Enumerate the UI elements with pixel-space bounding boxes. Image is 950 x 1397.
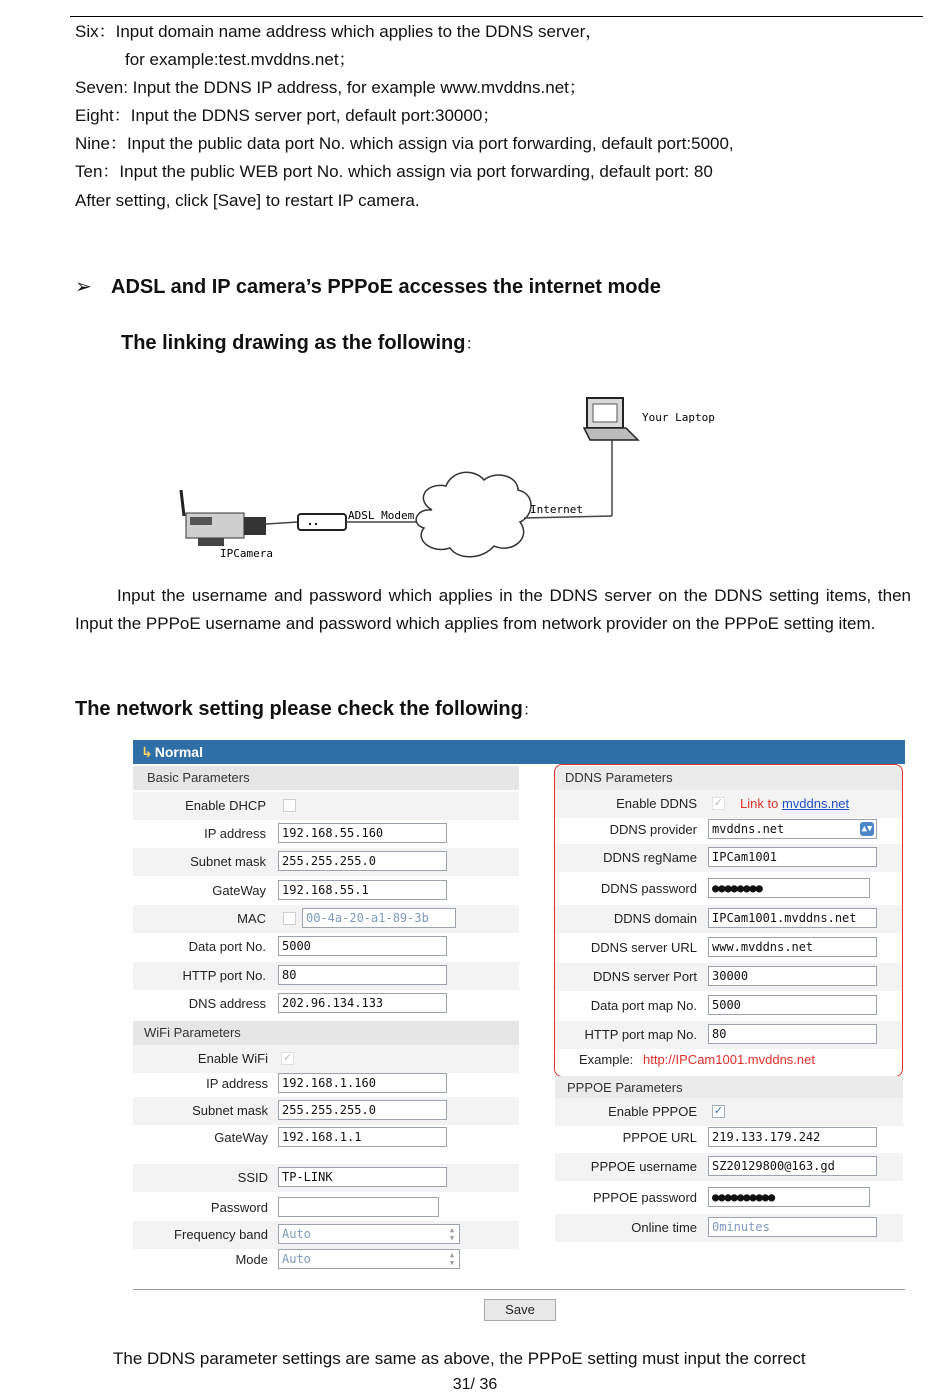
row-http-port-map [555,1021,903,1049]
mvddns-link[interactable]: mvddns.net [781,796,850,811]
link-prefix: Link to [740,796,779,811]
mode-label: Mode [235,1252,268,1267]
frequency-band-value: Auto [282,1227,311,1241]
intro-line-nine: Nine：Input the public data port No. which assign via port forwarding, default port:5000, [75,134,734,153]
ddns-regname-input[interactable]: IPCam1001 [708,847,877,867]
intro-line-seven: Seven: Input the DDNS IP address, for example www.mvddns.net； [75,78,586,97]
mode-select[interactable] [278,1249,460,1269]
ddns-server-url-label: DDNS server URL [590,940,697,955]
intro-line-after: After setting, click [Save] to restart IP camera. [75,191,420,210]
modem-label: ADSL Modem [348,509,415,522]
pppoe-parameters-header: PPPOE Parameters [555,1076,903,1100]
http-port-input[interactable]: 80 [278,965,447,985]
row-subnet-mask [133,848,519,876]
wifi-gateway-input[interactable]: 192.168.1.1 [278,1127,447,1147]
pppoe-username-input[interactable]: SZ20129800@163.gd [708,1156,877,1176]
ssid-label: SSID [237,1170,268,1185]
subnet-mask-input[interactable]: 255.255.255.0 [278,851,447,871]
ddns-domain-input[interactable]: IPCam1001.mvddns.net [708,908,877,928]
ddns-regname-label: DDNS regName [603,850,697,865]
row-ddns-server-port [555,963,903,991]
row-enable-pppoe [555,1098,903,1126]
gateway-input[interactable]: 192.168.55.1 [278,880,447,900]
enable-dhcp-label: Enable DHCP [185,798,266,813]
ddns-password-input[interactable]: ●●●●●●●● [708,878,870,898]
row-wifi-gateway [133,1124,519,1152]
panel-bottom-rule [133,1289,905,1290]
save-button[interactable]: Save [484,1299,556,1321]
adsl-modem-icon [298,514,346,530]
enable-pppoe-checkbox[interactable]: ✓ [713,1105,724,1117]
http-port-map-label: HTTP port map No. [584,1027,697,1042]
ip-address-input[interactable]: 192.168.55.160 [278,823,447,843]
row-mode [133,1246,519,1274]
row-ddns-domain [555,905,903,933]
network-diagram [170,390,730,570]
data-port-input[interactable]: 5000 [278,936,447,956]
row-gateway [133,877,519,905]
laptop-icon [584,398,638,440]
ddns-domain-label: DDNS domain [613,911,697,926]
linking-title: The linking drawing as the following [121,332,466,354]
ddns-server-port-label: DDNS server Port [592,969,697,984]
dns-address-input[interactable]: 202.96.134.133 [278,993,447,1013]
network-title: The network setting please check the following [75,698,523,720]
row-enable-ddns [555,790,903,818]
wifi-password-label: Password [210,1200,268,1215]
row-dns-address [133,990,519,1018]
frequency-band-select[interactable] [278,1224,460,1244]
row-ssid [133,1164,519,1192]
page-number: 31/ 36 [452,1376,498,1393]
pppoe-url-input[interactable]: 219.133.179.242 [708,1127,877,1147]
enable-wifi-label: Enable WiFi [197,1051,268,1066]
ip-address-label: IP address [204,826,266,841]
spinner-arrows-icon: ▲ ▼ [449,1251,455,1267]
basic-parameters-header: Basic Parameters [133,766,519,790]
ddns-link[interactable] [740,790,849,818]
row-enable-wifi [133,1045,519,1073]
row-enable-dhcp [133,792,519,820]
enable-pppoe-label: Enable PPPOE [608,1104,697,1119]
bottom-text: The DDNS parameter settings are same as above, the PPPoE setting must input the correct [113,1349,806,1368]
linking-heading [121,331,481,355]
intro-line-eight: Eight：Input the DDNS server port, default port:30000； [75,106,500,125]
row-pppoe-password [555,1184,903,1212]
internet-label: Internet [530,503,583,516]
panel-header [133,740,905,764]
mac-input[interactable]: 00-4a-20-a1-89-3b [302,908,456,928]
row-wifi-mask [133,1097,519,1125]
dns-address-label: DNS address [188,996,266,1011]
wifi-gateway-label: GateWay [214,1130,268,1145]
wifi-ip-input[interactable]: 192.168.1.160 [278,1073,447,1093]
row-ddns-regname [555,844,903,872]
laptop-label: Your Laptop [642,411,715,424]
ssid-input[interactable]: TP-LINK [278,1167,447,1187]
data-port-map-input[interactable]: 5000 [708,995,877,1015]
wifi-parameters-header: WiFi Parameters [133,1021,519,1045]
enable-ddns-checkbox[interactable]: ✓ [713,797,724,809]
ddns-password-label: DDNS password [600,881,697,896]
row-frequency-band [133,1221,519,1249]
row-example [555,1048,903,1072]
wifi-mask-input[interactable]: 255.255.255.0 [278,1100,447,1120]
row-ddns-server-url [555,934,903,962]
intro-line-ten: Ten：Input the public WEB port No. which assign via port forwarding, default port: 80 [75,162,713,181]
network-heading [75,697,539,721]
ddns-parameters-header: DDNS Parameters [555,766,903,790]
enable-wifi-checkbox[interactable]: ✓ [282,1052,293,1064]
row-data-port [133,933,519,961]
instruction-paragraph: Input the username and password which applies in the DDNS server on the DDNS setting items, then Input the PPPoE username and password which applies from network provider on the PPPoE setting item. [75,586,911,633]
frequency-band-label: Frequency band [174,1227,268,1242]
example-url: http://IPCam1001.mvddns.net [643,1052,815,1067]
ddns-provider-label: DDNS provider [609,822,697,837]
header-rule [70,16,923,17]
pppoe-password-input[interactable]: ●●●●●●●●●● [708,1187,870,1207]
pppoe-password-label: PPPOE password [592,1190,697,1205]
internet-cloud-icon [416,472,531,556]
camera-label: IPCamera [220,547,273,560]
row-pppoe-username [555,1153,903,1181]
wifi-mask-label: Subnet mask [192,1103,268,1118]
spinner-arrows-icon: ▲ ▼ [449,1226,455,1242]
row-wifi-ip [133,1070,519,1098]
intro-line-six: Six：Input domain name address which applies to the DDNS server， [75,22,603,41]
row-ip-address [133,820,519,848]
bullet-arrow-icon: ➢ [75,276,92,298]
online-time-input[interactable]: 0minutes [708,1217,877,1237]
ddns-server-url-input[interactable]: www.mvddns.net [708,937,877,957]
pppoe-username-label: PPPOE username [590,1159,697,1174]
intro-line-six-example: for example:test.mvddns.net； [125,50,356,69]
data-port-label: Data port No. [188,939,266,954]
row-data-port-map [555,992,903,1020]
data-port-map-label: Data port map No. [590,998,697,1013]
row-wifi-password [133,1194,519,1222]
row-ddns-provider [555,816,903,844]
pppoe-url-label: PPPOE URL [622,1130,697,1145]
enable-ddns-label: Enable DDNS [616,796,697,811]
row-mac [133,905,519,933]
mode-value: Auto [282,1252,311,1266]
panel-title: Normal [154,744,203,760]
mac-label: MAC [237,911,266,926]
network-settings-panel [133,740,905,1290]
wifi-password-input[interactable] [278,1197,439,1217]
row-http-port [133,962,519,990]
section-title: ADSL and IP camera’s PPPoE accesses the internet mode [111,276,661,298]
http-port-map-input[interactable]: 80 [708,1024,877,1044]
ddns-provider-select[interactable] [708,819,877,839]
linking-suffix: ： [465,336,482,353]
ddns-provider-value: mvddns.net [712,822,785,836]
mac-checkbox[interactable] [283,912,296,925]
network-suffix: ： [522,702,539,719]
wifi-ip-label: IP address [206,1076,268,1091]
enable-dhcp-checkbox[interactable] [283,799,296,812]
gateway-label: GateWay [212,883,266,898]
ddns-server-port-input[interactable]: 30000 [708,966,877,986]
subnet-mask-label: Subnet mask [190,854,266,869]
dropdown-arrow-icon: ▲▼ [861,824,873,834]
ip-camera-icon [181,490,266,546]
online-time-label: Online time [631,1220,697,1235]
row-online-time [555,1214,903,1242]
row-ddns-password [555,875,903,903]
row-pppoe-url [555,1124,903,1152]
return-arrow-icon: ↳ [141,744,153,760]
http-port-label: HTTP port No. [182,968,266,983]
example-label: Example: [579,1052,634,1067]
section-heading [75,274,661,299]
